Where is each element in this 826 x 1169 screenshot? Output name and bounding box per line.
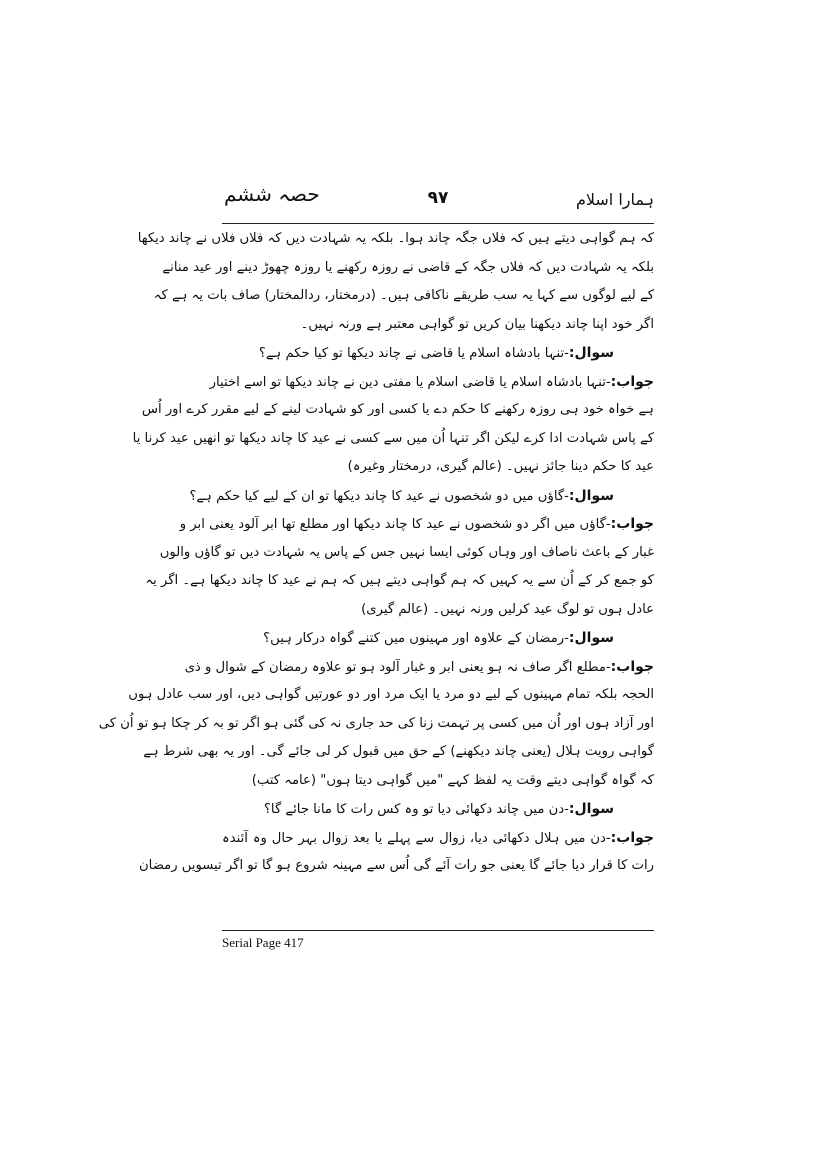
- text-line: [222, 596, 654, 625]
- book-part: حصہ ششم: [224, 182, 320, 206]
- question-line: [222, 795, 654, 824]
- line-text: عید کا حکم دینا جائز نہیں۔ (عالم گیری، درمختار وغیرہ): [347, 459, 654, 474]
- question-label: سوال:: [568, 487, 614, 504]
- question-line: [222, 624, 654, 653]
- serial-page-label: Serial Page 417: [222, 935, 304, 950]
- text-line: [128, 681, 654, 710]
- text-line: [143, 738, 654, 767]
- line-text: -گاؤں میں اگر دو شخصوں نے عید کا چاند دیکھا اور مطلع تھا ابر آلود یعنی ابر و: [179, 517, 611, 532]
- line-text: -رمضان کے علاوہ اور مہینوں میں کتنے گواہ درکار ہیں؟: [263, 631, 569, 646]
- text-line: [222, 311, 654, 340]
- line-text: -تنہا بادشاہ اسلام یا قاضی اسلام یا مفتی دین نے چاند دیکھا تو اسے اختیار: [209, 374, 611, 390]
- line-text: -گاؤں میں دو شخصوں نے عید کا چاند دیکھا تو ان کے لیے کیا حکم ہے؟: [189, 488, 569, 504]
- text-line: [162, 254, 654, 283]
- answer-label: جواب:: [610, 829, 654, 846]
- line-text: کو جمع کر کے اُن سے یہ کہیں کہ ہم گواہی دیتے ہیں کہ ہم نے عید کا چاند دیکھا ہے۔ اگر یہ: [145, 573, 654, 588]
- question-line: [222, 339, 654, 368]
- question-line: [189, 482, 654, 511]
- line-text: رات کا قرار دیا جائے گا یعنی جو رات آئے گی اُس سے مہینہ شروع ہو گا تو اگر تیسویں رمضان: [139, 858, 654, 873]
- question-label: سوال:: [568, 630, 614, 646]
- line-text: گواہی رویت ہلال (یعنی چاند دیکھنے) کے حق میں قبول کر لی جائے گی۔ اور یہ بھی شرط ہے: [143, 744, 654, 759]
- text-line: [137, 225, 654, 254]
- question-label: سوال:: [568, 345, 614, 361]
- header-divider: [222, 223, 654, 224]
- text-line: [141, 396, 654, 425]
- line-text: -تنہا بادشاہ اسلام یا قاضی نے چاند دیکھا تو کیا حکم ہے؟: [258, 346, 569, 361]
- line-text: کے لیے لوگوں سے کہا یہ سب طریقے ناکافی ہیں۔ (درمختار، ردالمختار) صاف بات یہ ہے کہ: [153, 288, 654, 303]
- text-line: [153, 282, 654, 311]
- page-body: [98, 225, 654, 925]
- line-text: -مطلع اگر صاف نہ ہو یعنی ابر و غبار آلود ہو تو علاوہ رمضان کے شوال و ذی: [184, 659, 611, 675]
- text-line: [209, 368, 654, 397]
- line-text: کے پاس شہادت ادا کرے لیکن اگر تنہا اُن میں سے کسی نے عید کا چاند دیکھا تو انھیں عید کرنا یا: [132, 430, 654, 446]
- line-text: -دن میں چاند دکھائی دیا تو وہ کس رات کا مانا جائے گا؟: [263, 802, 569, 817]
- text-line: [159, 539, 654, 568]
- line-text: اور آزاد ہوں اور اُن میں کسی پر تہمت زنا کی حد جاری نہ کی گئی ہو اگر تو بہ کر چکا ہو تو اُن کی: [98, 715, 654, 731]
- text-line: [222, 453, 654, 482]
- text-line: [184, 653, 654, 682]
- text-line: [222, 767, 654, 796]
- line-text: -دن میں ہلال دکھائی دیا، زوال سے پہلے یا بعد زوال بہر حال وہ آئندہ: [222, 830, 611, 846]
- answer-label: جواب:: [610, 658, 654, 675]
- text-line: [139, 852, 654, 881]
- line-text: عادل ہوں تو لوگ عید کرلیں ورنہ نہیں۔ (عالم گیری): [361, 601, 654, 617]
- page-header: [222, 176, 654, 220]
- line-text: الحجہ بلکہ تمام مہینوں کے لیے دو مرد یا ایک مرد اور دو عورتیں گواہی دیں، اور سب عادل ہوں: [128, 687, 654, 702]
- line-text: بلکہ یہ شہادت دیں کہ فلاں جگہ کے قاضی نے روزہ رکھنے یا روزہ چھوڑ دینے اور عید منانے: [162, 259, 654, 275]
- footer-divider: [222, 930, 654, 931]
- text-line: [98, 710, 654, 739]
- answer-label: جواب:: [610, 516, 654, 532]
- line-text: ہے خواہ خود ہی روزہ رکھنے کا حکم دے یا کسی اور کو شہادت لینے کے لیے مقرر کرے اور اُس: [141, 402, 654, 417]
- text-line: [145, 567, 654, 596]
- line-text: کہ گواہ گواہی دیتے وقت یہ لفظ کہے "میں گواہی دیتا ہوں" (عامہ کتب): [251, 772, 654, 788]
- book-title: ہمارا اسلام: [575, 190, 654, 209]
- text-line: [222, 824, 654, 853]
- line-text: اگر خود اپنا چاند دیکھنا بیان کریں تو گواہی معتبر ہے ورنہ نہیں۔: [300, 316, 654, 332]
- line-text: غبار کے باعث ناصاف اور وہاں کوئی ایسا نہیں جس کے پاس یہ شہادت دیں تو گاؤں والوں: [159, 544, 654, 560]
- text-line: [132, 425, 654, 454]
- question-label: سوال:: [568, 801, 614, 817]
- text-line: [179, 510, 654, 539]
- line-text: کہ ہم گواہی دیتے ہیں کہ فلاں جگہ چاند ہوا۔ بلکہ یہ شہادت دیں کہ فلاں فلاں نے چاند دیکھا: [137, 231, 654, 246]
- page-number: ۹۷: [427, 188, 449, 208]
- answer-label: جواب:: [610, 373, 654, 390]
